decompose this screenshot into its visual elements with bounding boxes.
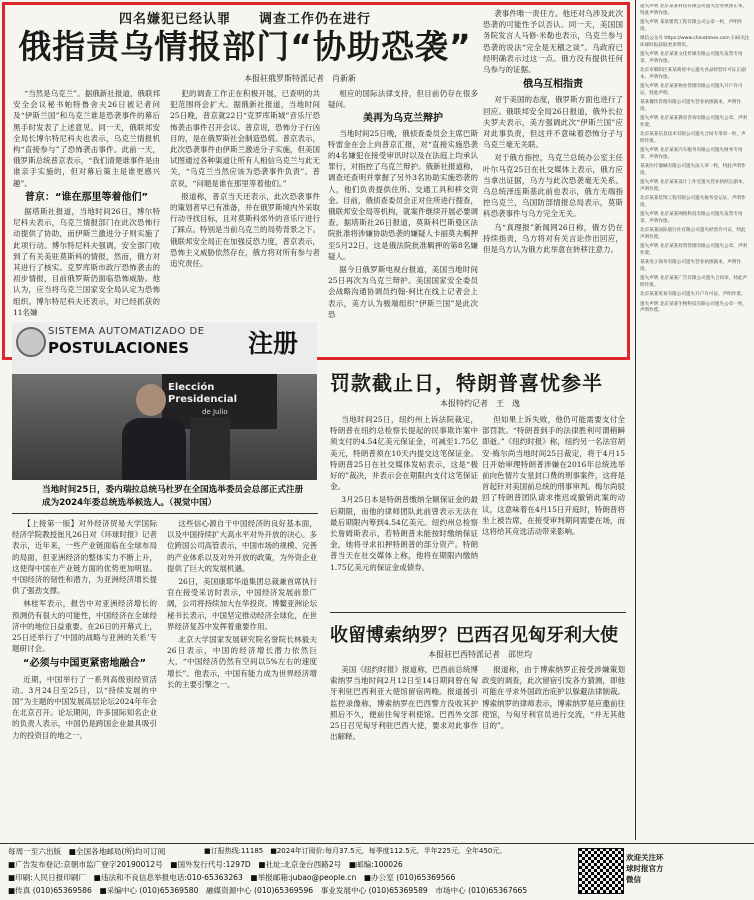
top-story-sub-mutual: 俄乌互相指责 bbox=[523, 79, 583, 91]
top-story-col2-para: 犯的调查工作正在积极开展，已查明的共犯范围将会扩大。据俄新社报道，当地时间25日晚，普京就22日“克罗库斯城”音乐厅恐怖袭击事件召开会议。普京说，恐怖分子行凶目的，是在俄罗斯社会制造恐慌。普京表示，此次恐袭事件由伊斯兰激进分子实施，但美国试图通过各种渠道让所有人相信乌克兰与此无关，“乌克兰当然应该为恐袭事件负责”。普京说，“问题是谁在那里等着他们。” bbox=[170, 89, 320, 188]
left-story-col2c-para: 北京大学国家发展研究院名誉院长林毅夫26日表示，中国的经济增长潜力依然巨大，“中国经济仍然有空间以5%左右的速度增长”。他表示，中国有能力成为世界经济增长的主要引擎之一。 bbox=[167, 635, 317, 689]
left-story-sub: “必须与中国更紧密地融合” bbox=[22, 658, 147, 670]
qr-caption: 欢迎关注环球时报官方微信 bbox=[626, 853, 664, 884]
ballot-banner-line2: POSTULACIONES bbox=[48, 339, 190, 357]
trump-col1-para: 当地时间25日，纽约州上诉法院裁定，特朗普在纽约总检察长提起的民事欺诈案中须支付的4.54亿美元保证金，可减至1.75亿美元，特朗普须在10天内提交这笔保证金。特朗普25日在社交媒体发帖表示，这是“极好的”裁决，并表示会在期限内支付这笔保证金。 bbox=[330, 415, 478, 492]
trump-col1 bbox=[330, 414, 478, 608]
footer-rule bbox=[0, 843, 754, 844]
top-story-col4 bbox=[483, 8, 623, 350]
person-silhouette bbox=[122, 384, 192, 480]
top-story-sub-putin: 普京：“谁在那里等着他们” bbox=[24, 191, 149, 203]
footer-row3: ■印刷:人民日报印刷厂 ■违法和不良信息举报电话:010-65363263 ■举报邮箱:jubao@people.cn ■办公室 (010)65369566 bbox=[8, 873, 456, 882]
footer-row1b: ■订报热线:11185 ■2024年订阅价:每月37.5元，每季度112.5元，半年225元，全年450元。 bbox=[204, 847, 507, 855]
ad-notice: 微信公众号 https://www.chinatimes.com 扫码关注环球时报获取更多资讯。 bbox=[640, 36, 750, 48]
trump-headline: 罚款截止日，特朗普喜忧参半 bbox=[330, 371, 603, 395]
ads-column bbox=[640, 4, 750, 838]
top-story-col1-para: “当然是乌克兰”。据俄新社报道，俄联邦安全会议秘书帕特鲁舍夫26日被记者问及“伊斯兰国”和乌克兰谁是恐袭事件的幕后黑手时发表了上述意见。同一天，俄联邦安全局长博尔特尼科夫也表示，乌克兰情报机构“直接参与”了恐怖袭击事件。此前一天，俄罗斯总统普京表示，“我们清楚谁事件是由谁亲手实施的，但对幕后策主是谁更感兴趣”。 bbox=[13, 89, 160, 188]
ballot-banner bbox=[12, 322, 317, 374]
top-story-byline: 本报驻俄罗斯特派记者 肖新新 bbox=[244, 74, 356, 83]
qr-code bbox=[578, 848, 624, 894]
microphone-stand bbox=[190, 417, 230, 480]
ad-notice: 遗失声明 北京某某广告有限公司遗失合同章，特此声明作废。 bbox=[640, 276, 748, 288]
ad-notice: 遗失声明 某某建筑工程有限公司公章一枚，声明作废。 bbox=[640, 20, 743, 32]
ad-notice: 北京某某装饰工程有限公司遗失税务登记证，声明作废。 bbox=[640, 196, 746, 208]
ad-notice: 遗失声明 北京某某网络科技有限公司遗失发票专用章，声明作废。 bbox=[640, 212, 743, 224]
ad-notice: 遗失声明 北京某某设计工作室遗失营业执照正副本，声明作废。 bbox=[640, 180, 748, 192]
podium-backdrop-text: Elección Presidencial bbox=[168, 382, 238, 405]
top-story-col3-para: 相应的国际法律支持，但目前仍存在很多疑问。 bbox=[328, 89, 478, 110]
top-story-col2 bbox=[170, 88, 320, 316]
trump-col1b-para: 3月25日本是特朗普缴纳全额保证金的最后期限，而他的律师团队此前曾表示无法在最后期限内筹到4.54亿美元。纽约州总检察长詹姆斯表示，若特朗普未能按时缴纳保证金，她将寻求扣押特朗普的部分资产。特朗普当天在社交媒体上称，他将在期限内缴纳1.75亿美元的保证金或债券。 bbox=[330, 495, 478, 572]
top-story-col1 bbox=[13, 88, 160, 350]
top-story-col1b-para: 据塔斯社报道，当地时间26日，博尔特尼科夫表示，乌克兰情报部门在此次恐怖行动提供了协助，而伊斯兰激进分子则实施了此项行动。博尔特尼科夫强调，安全部门收到了有关美驻莫斯科的情报，然而，俄方对其进行了核实。克罗库斯市政厅恐怖袭击的初步情报，目前俄罗斯仍面临恐怖威胁。他认为，应当将乌克兰国家安全局认定为恐怖组织。博尔特尼科夫还表示，对已经抓获的11名嫌 bbox=[13, 207, 160, 317]
ad-notice: 北京市朝阳区某某商贸中心遗失食品经营许可证正副本，声明作废。 bbox=[640, 68, 746, 80]
ad-notice: 遗失声明 北京某某教育咨询有限公司遗失公章，声明作废。 bbox=[640, 116, 748, 128]
photo-caption: 当地时间25日，委内瑞拉总统马杜罗在全国选举委员会总部正式注册成为2024年委总统选举候选人。（视觉中国） bbox=[42, 485, 304, 508]
brazil-byline: 本报驻巴西特派记者 邵世均 bbox=[428, 650, 532, 659]
ad-notice: 某某医疗器械有限公司遗失法人章一枚，特此声明作废。 bbox=[640, 164, 746, 176]
brazil-col2-para: 报道称，由于博索纳罗正接受涉嫌策划政变的调查，此次留宿引发各方猜测，即他可能在寻求外国政治庇护以躲避法律制裁。博索纳罗的律师表示，博索纳罗是应邀前往使馆，与匈牙利官员进行交流，“并无其他目的”。 bbox=[482, 665, 625, 731]
top-story-kicker: 四名嫌犯已经认罪 调查工作仍在进行 bbox=[118, 12, 371, 27]
ad-notice: 遗失声明 北京某某文化传媒有限公司遗失发票专用章，声明作废。 bbox=[640, 52, 743, 64]
ad-notice: 遗失声明 北京某某投资管理有限公司遗失公章，声明作废。 bbox=[640, 244, 748, 256]
top-story-col2b-para: 报道称，普京当天还表示，此次恐袭事件的策划者早已有准备，并在俄罗斯境内外采取行动寻找目标，且对莫斯科郊外的音乐厅进行了踩点。特别是当前乌克兰的局势背景之下。俄联邦安全局正在加强反恐力度，普京表示，恐怖主义威胁依然存在，俄方将对所有参与者追究责任。 bbox=[170, 191, 320, 269]
top-story-col4d-para: 乌“真理报”新闻网26日称，俄方仍在持续指责，乌方将对有关言论作出回应，但是乌方认为俄方此举意在转移注意力。 bbox=[483, 222, 623, 255]
ads-divider bbox=[635, 0, 636, 840]
ad-notice: 遗失声明 北京某某汽车服务有限公司遗失财务专用章，声明作废。 bbox=[640, 148, 743, 160]
left-story-col2-para: 这些信心源自于中国经济的良好基本面，以及中国持续扩大高水平对外开放的决心。多位跨国公司高管表示，中国市场的规模、完善的产业体系以及对外开放的政策，为外资企业提供了巨大的发展机遇。 bbox=[167, 519, 317, 573]
trump-col2-para: 但如果上诉失败，他仍可能需要支付全部罚款。“特朗普到手的法律胜利可谓稍瞬即逝。”《纽约时报》称，纽约另一名法官胡安·梅尔尚当地时间25日裁定，将于4月15日开始审理特朗普涉嫌在2016年总统选举前向色情片女星封口费的刑事案件，这将是首起针对美国前总统的刑事审判。梅尔尚驳回了特朗普团队请求推迟或撤销此案的动议，这意味着在4月15日开庭时，特朗普将坐上被告席，在接受审判期间需要在场，而这将给其竞选活动带来影响。 bbox=[482, 415, 625, 537]
footer-row1a: 每周一至六出版 ■全国各地邮局(所)均可订阅 bbox=[8, 847, 166, 856]
ad-notice: 某某电子商务有限公司遗失营业执照副本，声明作废。 bbox=[640, 260, 742, 272]
top-story-sub-us: 美再为乌克兰辩护 bbox=[363, 113, 443, 125]
top-story-col4c-para: 对于俄方指控，乌克兰总统办公室主任叶尔马克25日在社交媒体上表示，俄方应当拿出证据，乌方与此次恐袭毫无关系。乌总统泽连斯基此前也表示，俄方无端指控乌克兰，乌国防部情报总局表示，莫斯科恐袭事件与乌方完全无关。 bbox=[483, 153, 623, 219]
top-story-headline: 俄指责乌情报部门“协助恐袭” bbox=[18, 27, 472, 66]
ad-notice: 遗失声明 北京某某物业管理有限公司遗失开户许可证，特此声明。 bbox=[640, 84, 743, 96]
top-story-col3c-para: 据今日俄罗斯电视台报道，美国当地时间25日再次为乌克兰辩护。美国国家安全委员会战略沟通协调员约翰·柯比在线上记者会上表示，美方认为极端组织“伊斯兰国”是此次恐 bbox=[328, 265, 478, 319]
trump-col2 bbox=[482, 414, 625, 608]
left-story-col1 bbox=[12, 518, 157, 840]
top-story-col3b-para: 当地时间25日晚，俄侦查委员会主席巴斯特雷金在会上向普京汇报，对“直接实施恐袭的4名嫌犯在接受审讯时以及在法庭上均承认罪行，对指控了乌克兰辩护。俄新社报道称，调查还查明并掌握了另外3名协助实施恐袭的人，他们负责提供住所、交通工具和移交资金。目前，俄侦查委员会正对住所进行搜查，俄联邦安全局等机构，就案件继续开展必要调查。据塔斯社26日报道，莫斯科巴斯曼区法院批准将涉嫌协助恐袭的嫌疑人卡丽莫夫羁押至5月22日，这是俄法院批准羁押的第8名嫌疑人。 bbox=[328, 128, 478, 261]
left-story-col1b: 近期，中国举行了一系列高级别经贸活动。3月24日至25日，以“持续发展的中国”为主题的中国发展高层论坛2024年年会在北京召开。论坛期间，许多国际知名企业的负责人表示，中国仍是跨国企业最具吸引力的投资目的地之一。 bbox=[12, 674, 157, 740]
ballot-banner-right: 注册 bbox=[248, 329, 299, 358]
left-story-col2b-para: 26日，美国康耶华道集团总裁兼首席执行官在接受采访时表示，中国经济发展前景广阔，公司将持续加大在华投资。博鳌亚洲论坛秘书长表示，中国坚定推动经济全球化，在世界经济复苏中发挥着重要作用。 bbox=[167, 577, 317, 631]
brazil-headline: 收留博索纳罗？巴西召见匈牙利大使 bbox=[330, 625, 618, 646]
podium-date-text: de Julio bbox=[202, 408, 228, 416]
footer-row4: ■传真 (010)65369586 ■采编中心 (010)65369580 融媒资源中心 (010)65369596 事业发展中心 (010)65369589 市场中心 (010)65367665 bbox=[8, 886, 528, 895]
top-story-col3 bbox=[328, 88, 478, 350]
photo-rule bbox=[12, 513, 318, 514]
footer bbox=[8, 846, 568, 898]
ad-notice: 遗失声明 北京某某科技有限公司遗失营业执照正本，特此声明作废。 bbox=[640, 4, 748, 16]
ad-notice: 某某餐饮管理有限公司遗失营业执照副本，声明作废。 bbox=[640, 100, 742, 112]
ad-notice: 遗失声明 北京某某生物科技有限公司遗失公章一枚，声明作废。 bbox=[640, 301, 748, 313]
cne-logo bbox=[16, 327, 46, 357]
top-story-col4b-para: 对于美国的态度，俄罗斯方面也进行了回应。俄联邦安全局26日报道，俄外长拉夫罗夫表示，美方强调此次“伊斯兰国”应对此事负责，但这并不意味着恐怖分子与乌克兰毫无关联。 bbox=[483, 95, 623, 150]
trump-rule bbox=[330, 612, 626, 613]
trump-byline: 本报特约记者 王 逸 bbox=[440, 399, 520, 408]
top-story-col4-para: 袭事件唯一责任方。他还对乌涉及此次恐袭的可能性予以否认。同一天，美国国务院发言人马修·米勒也表示，乌克兰参与恐袭的说法“完全是无稽之谈”。乌政府已经明确表示过这一点。俄方没有提供任何乌参与的证据。 bbox=[483, 9, 623, 75]
brazil-col1 bbox=[330, 664, 478, 840]
left-story-col2 bbox=[167, 518, 317, 840]
left-story-lead2: 林桂军表示，报告中对亚洲经济增长的预测仍有很大的可能性，中国经济在全球经济中的地位日益重要。在26日的开幕式上，25日还举行了‘中国的战略与亚洲的关系’专题研讨会。 bbox=[12, 599, 157, 654]
maduro-photo bbox=[12, 322, 317, 480]
brazil-col2 bbox=[482, 664, 625, 840]
ballot-banner-line1: SISTEMA AUTOMATIZADO DE bbox=[48, 326, 205, 337]
brazil-col1-para: 美国《纽约时报》报道称，巴西前总统博索纳罗当地时间2月12日至14日期间曾在匈牙利驻巴西利亚大使馆留宿两晚。报道援引监控录像称，博索纳罗在巴西警方没收其护照后不久，便前往匈牙利使馆。巴西外交部25日召见匈牙利驻巴西大使，要求对此事作出解释。 bbox=[330, 665, 478, 742]
left-story-lead: 【上接第一版】对外经济贸易大学国际经济学院教授崔凡26日对《环球时报》记者表示，近年来，一些产业链面临在全球布局的局面，但亚洲经济的整体实力不断上升，这使得中国在产业链方面的优势更加明显。中国经济的韧性和潜力，为亚洲经济增长提供了强劲支撑。 bbox=[12, 519, 157, 596]
ad-notice: 北京某某信息技术有限公司遗失合同专用章一枚，声明作废。 bbox=[640, 132, 746, 144]
ad-notice: 北京某某贸易有限公司遗失开户许可证，声明作废。 bbox=[640, 292, 746, 297]
footer-row2: ■广告发布登记:京朝市监广登字20190012号 ■国外发行代号:1297D ■社址:北京金台西路2号 ■邮编:100026 bbox=[8, 860, 403, 869]
ad-notice: 北京某某国际旅行社有限公司遗失经营许可证，特此声明作废。 bbox=[640, 228, 746, 240]
